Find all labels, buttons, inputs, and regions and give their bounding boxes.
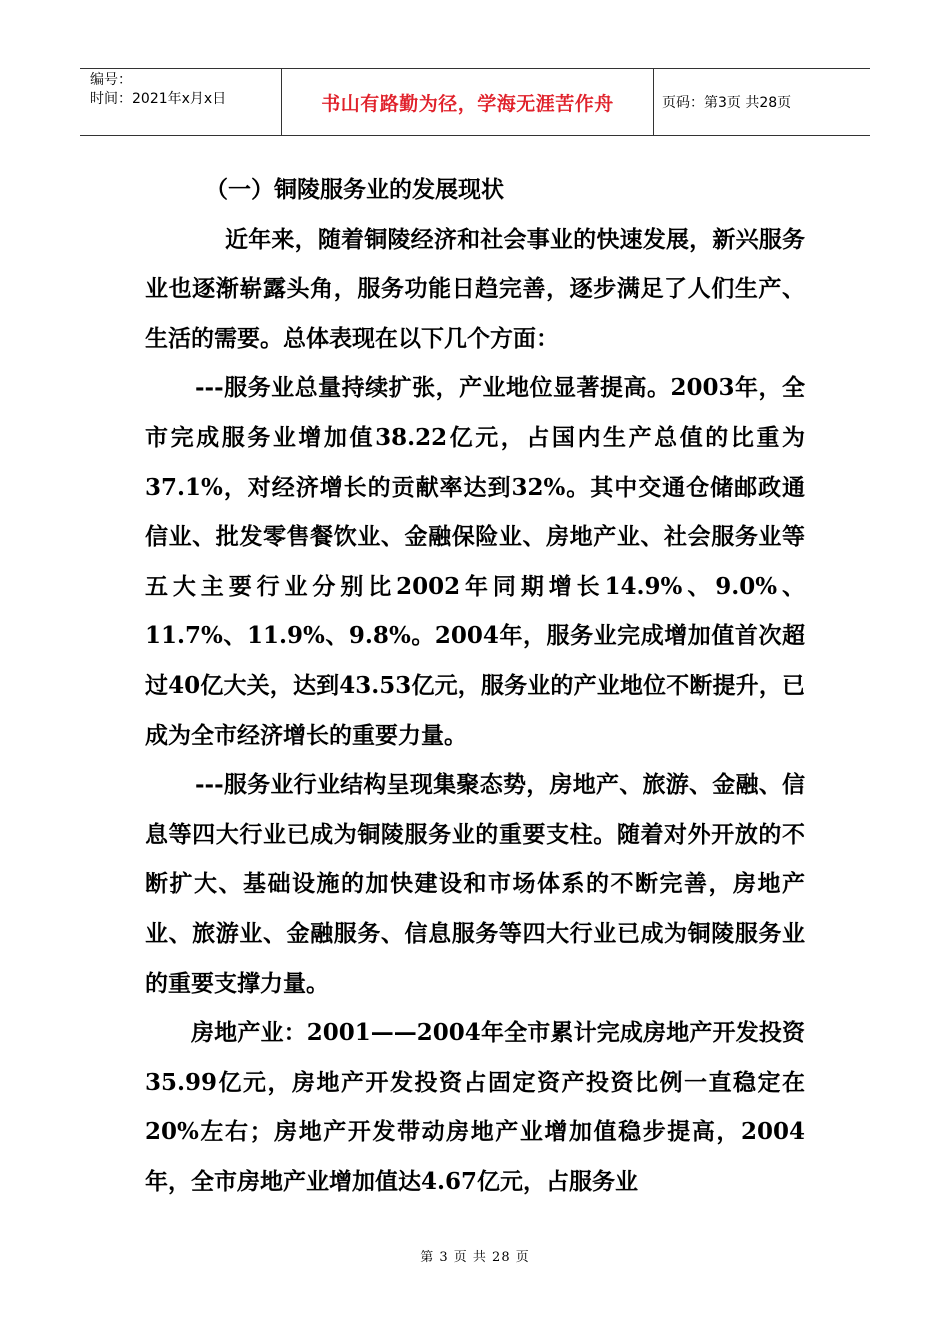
header-meta <box>80 69 282 135</box>
paragraph-real-estate: 房地产业：2001——2004年全市累计完成房地产开发投资35.99亿元，房地产开发投资占固定资产投资比例一直稳定在20%左右；房地产开发带动房地产业增加值稳步提高，2004年，全市房地产业增加值达4.67亿元，占服务业 <box>145 1019 805 1195</box>
header-motto-cell <box>282 69 654 135</box>
paragraph-intro: 近年来，随着铜陵经济和社会事业的快速发展，新兴服务业也逐渐崭露头角，服务功能日趋完善，逐步满足了人们生产、生活的需要。总体表现在以下几个方面： <box>145 225 805 352</box>
page-footer: 第 3 页 共 28 页 <box>420 1250 530 1265</box>
doc-number-label: 编号： <box>90 72 132 88</box>
header-motto: 书山有路勤为径，学海无涯苦作舟 <box>321 92 614 115</box>
page-header <box>80 68 870 136</box>
header-page-info-cell <box>654 69 870 135</box>
section-title: （一）铜陵服务业的发展现状 <box>205 176 504 203</box>
paragraph-total-growth: ---服务业总量持续扩张，产业地位显著提高。2003年，全市完成服务业增加值38.22亿元，占国内生产总值的比重为37.1%，对经济增长的贡献率达到32%。其中交通仓储邮政通信业、批发零售餐饮业、金融保险业、房地产业、社会服务业等五大主要行业分别比2002年同期增长14.9%、9.0%、11.7%、11.9%、9.8%。2004年，服务业完成增加值首次超过40亿大关，达到43.53亿元，服务业的产业地位不断提升，已成为全市经济增长的重要力量。 <box>145 374 805 749</box>
paragraph-industry-structure: ---服务业行业结构呈现集聚态势，房地产、旅游、金融、信息等四大行业已成为铜陵服务业的重要支柱。随着对外开放的不断扩大、基础设施的加快建设和市场体系的不断完善，房地产业、旅游业、金融服务、信息服务等四大行业已成为铜陵服务业的重要支撑力量。 <box>145 771 805 997</box>
header-page-info: 页码：第3页 共28页 <box>662 95 792 111</box>
time-label: 时间：2021年x月x日 <box>90 91 227 107</box>
document-body <box>145 165 805 1206</box>
